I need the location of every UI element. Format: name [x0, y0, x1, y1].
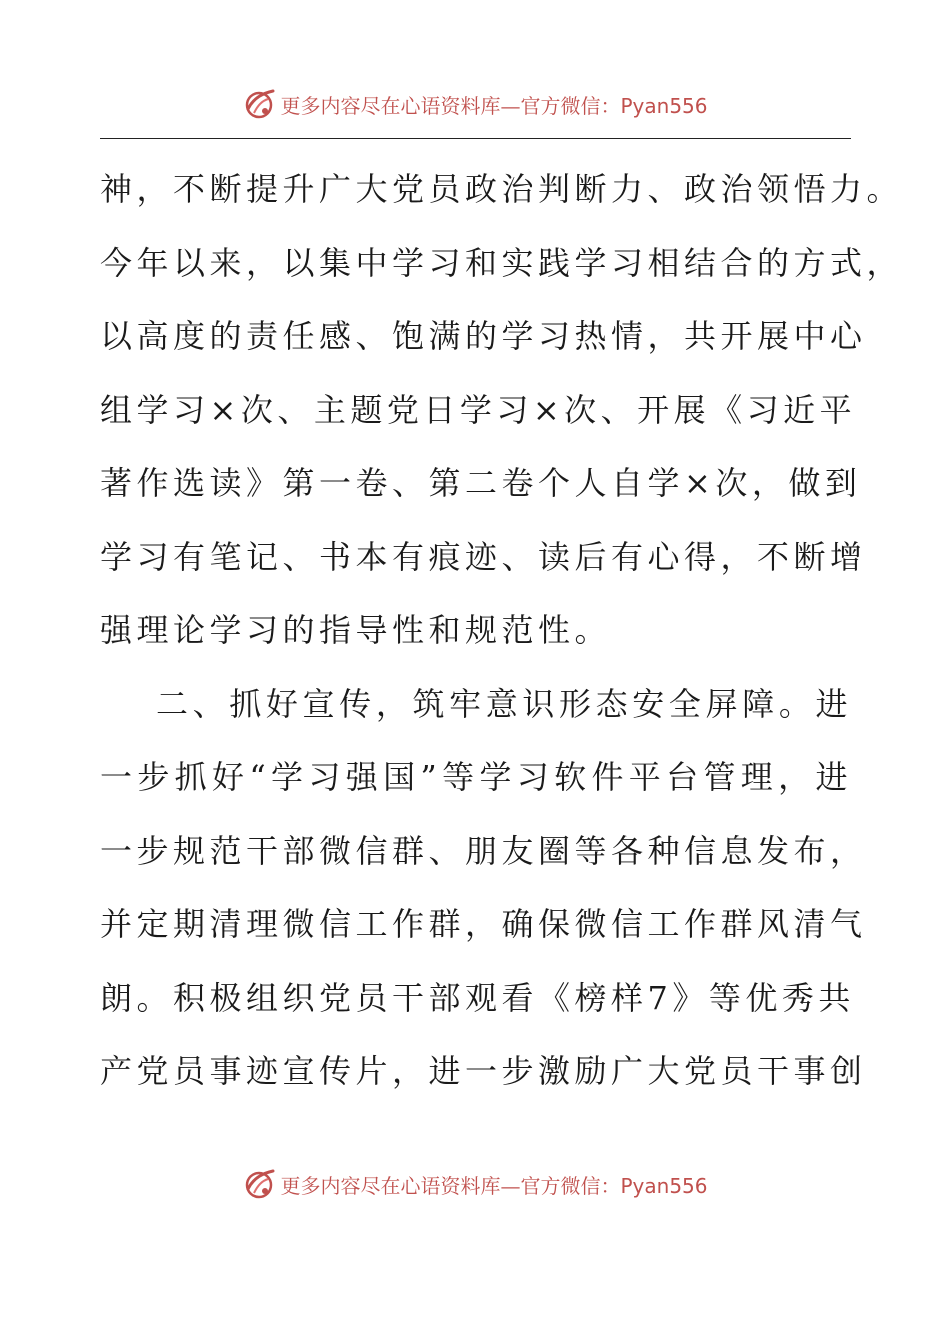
brush-logo-icon	[242, 1167, 276, 1201]
paragraph-2-line-6: 产党员事迹宣传片，进一步激励广大党员干事创	[100, 1052, 867, 1090]
paragraph-2-line-1: 二、抓好宣传，筑牢意识形态安全屏障。进	[156, 684, 852, 723]
header-banner	[0, 84, 950, 124]
paragraph-1-line-2: 今年以来，以集中学习和实践学习相结合的方式，	[100, 243, 904, 282]
header-wechat-label: 官方微信：	[520, 93, 621, 118]
paragraph-2-line-3: 一步规范干部微信群、朋友圈等各种信息发布，	[100, 831, 867, 870]
paragraph-2-line-2: 一步抓好“学习强国”等学习软件平台管理，进	[100, 758, 852, 796]
brush-logo-icon	[242, 87, 276, 121]
document-body	[100, 153, 904, 1109]
header-separator: —	[500, 93, 521, 118]
paragraph-1-line-5: 著作选读》第一卷、第二卷个人自学×次，做到	[100, 464, 862, 502]
paragraph-1-line-4: 组学习×次、主题党日学习×次、开展《习近平	[100, 390, 857, 429]
footer-banner	[0, 1164, 950, 1204]
header-rule	[100, 138, 851, 139]
paragraph-2-line-4: 并定期清理微信工作群，确保微信工作群风清气	[100, 905, 867, 943]
footer-text	[280, 1170, 707, 1199]
paragraph-2-line-5: 朗。积极组织党员干部观看《榜样7》等优秀共	[100, 978, 855, 1017]
paragraph-1-line-6: 学习有笔记、书本有痕迹、读后有心得，不断增	[100, 537, 867, 576]
footer-separator: —	[500, 1173, 521, 1198]
footer-site-name: 更多内容尽在心语资料库	[280, 1173, 501, 1198]
footer-wechat-label: 官方微信：	[520, 1173, 621, 1198]
header-text	[280, 90, 707, 119]
paragraph-1-line-1: 神，不断提升广大党员政治判断力、政治领悟力。	[100, 170, 904, 208]
header-site-name: 更多内容尽在心语资料库	[280, 93, 501, 118]
header-wechat-id: Pyan556	[620, 93, 708, 118]
paragraph-1-line-7: 强理论学习的指导性和规范性。	[100, 611, 612, 649]
paragraph-1-line-3: 以高度的责任感、饱满的学习热情，共开展中心	[100, 317, 867, 355]
footer-wechat-id: Pyan556	[620, 1173, 708, 1198]
